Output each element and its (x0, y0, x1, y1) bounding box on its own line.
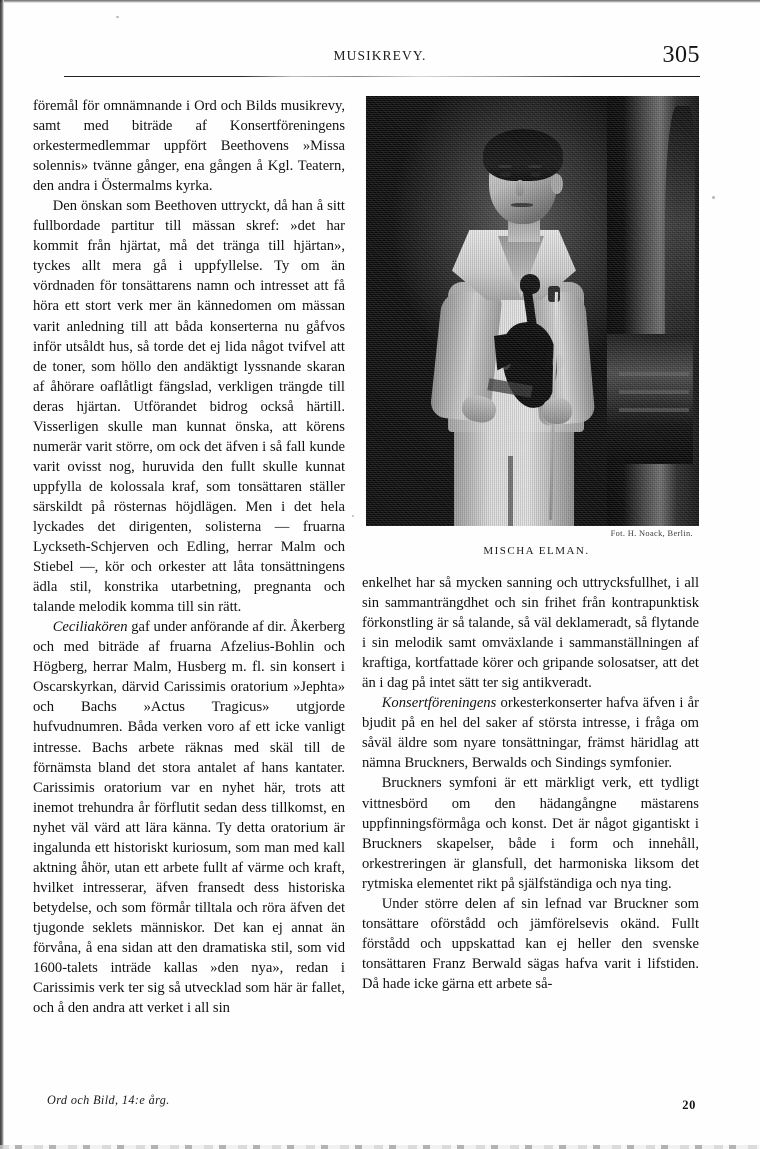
scan-edge-left (0, 0, 4, 1149)
paragraph (33, 96, 345, 196)
emphasized-term: Ceciliakören (52, 619, 128, 636)
text-run: Under större delen af sin lefnad var Bruckner som tonsättare oförstådd och jämförelsevis okänd. Fullt förstådd och uppskattad kan ej heller den svenske tonsättaren Franz Berwald sägas hafva varit i lifstiden. Då hade icke gärna ett arbete så- (362, 895, 699, 992)
text-run: gaf under anförande af dir. Åkerberg och med biträde af fruarna Afzelius-Bohlin och Högberg, herrar Malm, Husberg m. fl. sin konsert i Oscarskyrkan, därvid Carissimis oratorium »Jephta» och Bachs »Actus Tragicus» utgjorde hufvudnumren. Båda verken voro af ett icke vanligt intresse. Bachs arbete räknas med skäl till de förnämsta bland det stora antalet af hans kantater. Carissimis oratorium var en nyhet här, trots att inemot trehundra år förflutit sedan dess tillkomst, en nyhet väl värd att lära känna. Ty detta oratorium är ingalunda ett historiskt kuriosum, som man med kall aktning åhör, utan ett arbete fullt af värme och kraft, hvilket intresserar, äfven fransedt dess historiska betydelse, och som förmår tilltala och röra äfven det tjugonde seklets människor. Det kan ej annat än förvåna, å ena sidan att den dramatiska stil, som vid 1600-talets inträde kallas »den nya», redan i Carissimis verk ter sig så utvecklad som här är fallet, och å den andra att verket i all sin (33, 619, 345, 1017)
photo-furniture-edge (619, 390, 689, 394)
photo-subject-brow-left (498, 165, 512, 168)
text-run: Bruckners symfoni är ett märkligt verk, ett tydligt vittnesbörd om den hädangångne mästarens uppfinningsförmåga och konst. Det är något gigantiskt i Bruckners skapelser, både i form och innehåll, orkestreringen är glansfull, det harmoniska liksom det rytmiska elementet rikt på själfständiga och nya ting. (362, 775, 699, 892)
photo-furniture-edge (619, 408, 689, 412)
halftone-photograph (366, 96, 699, 526)
photo-furniture-edge (619, 372, 689, 376)
footer-sheet-number: 20 (682, 1098, 696, 1112)
scan-speck (352, 515, 354, 517)
photo-subject-nose (516, 180, 524, 196)
figure-caption: MISCHA ELMAN. (483, 545, 590, 557)
body-column-left (33, 96, 345, 1018)
scan-speck (116, 16, 119, 18)
scan-speck (712, 196, 715, 199)
figure-mischa-elman (366, 96, 699, 557)
photo-subject-ear (551, 174, 563, 194)
running-head-title: MUSIKREVY. (333, 48, 427, 63)
photo-subject-mouth (511, 203, 533, 207)
body-column-right (362, 573, 699, 994)
text-run: föremål för omnämnande i Ord och Bilds musikrevy, samt med biträde af Konsertföreningens orkestermedlemmar uppfört Beethovens »Missa solennis» tvänne gånger, ena gången å Kgl. Teatern, den andra i Östermalms kyrka. (33, 98, 345, 195)
paragraph (362, 773, 699, 893)
photo-subject-hand-right (542, 398, 572, 424)
photo-subject-eye-right (530, 172, 541, 177)
scan-edge-bottom (0, 1145, 760, 1149)
photo-subject-leg-seam (508, 456, 513, 526)
photo-subject-hair (483, 129, 563, 181)
paragraph (33, 617, 345, 1018)
paragraph (362, 894, 699, 994)
photo-subject-brow-right (528, 165, 542, 168)
running-head (60, 42, 700, 80)
photo-subject-legs (454, 426, 574, 526)
page-folio-number: 305 (662, 42, 700, 68)
paragraph (33, 196, 345, 617)
text-run: orkesterkonserter hafva äfven i år bjudit på en hel del saker af största intresse, i fråga om såväl äldre som nyare tonsättningar, främst häridlag att nämna Bruckners, Berwalds och Sindings symfonier. (362, 695, 699, 772)
footer-publication-signature: Ord och Bild, 14:e årg. (47, 1093, 170, 1107)
text-run: Den önskan som Beethoven uttryckt, då han å sitt fullbordade partitur till mässan skref: »det har kommit från hjärtat, må det tränga till hjärtan», tyckes allt mera gå i uppfyllelse. Ty om än vördnaden för tonsättarens namn och intresset att få höra ett stort verk mer än kännedomen om mässan varit anledning till att båda konserterna nu gåfvos inför utsåldt hus, så torde det ej lida något tvifvel att de toner, som höllo den andäktigt lyssnande skaran af åhörare oaflåtligt fängslad, verkligen trängde till deras hjärtan. Utförandet bidrog också härtill. Visserligen skulle man kunnat önska, att körens numerär varit större, om ock det äfven i så fall kunde varit ovisst nog, huruvida den fullt skulle kunnat uppfylla de kolossala kraf, som tonsättaren ställer särskildt på rösternas höjdlägen. Men i det hela lyckades det dirigenten, solisterna — fruarna Lyckseth-Schjerven och Edling, herrar Malm och Stiebel —, kör och orkester att låta tonsättningens ädla stil, konstrika utarbetning, pregnanta och talande melodik komma till sin rätt. (33, 198, 345, 616)
running-head-rule (64, 76, 700, 77)
paragraph (362, 693, 699, 773)
photo-subject-eye-left (500, 172, 511, 177)
text-run: enkelhet har så mycken sanning och uttrycksfullhet, i all sin sammanträngdhet och sin frihet från kontrapunktisk förkonstling är så talande, så väl deklameradt, så flytande i sin melodik samt omväxlande i sammanställningen af kraftiga, kortfattade körer och gripande solosatser, att det än i dag på intet sätt ter sig antikveradt. (362, 575, 699, 692)
scan-edge-top (0, 0, 760, 3)
photo-furniture (607, 334, 693, 464)
emphasized-term: Konsertföreningens (381, 695, 497, 712)
figure-photo-credit: Fot. H. Noack, Berlin. (610, 529, 693, 538)
paragraph (362, 573, 699, 693)
